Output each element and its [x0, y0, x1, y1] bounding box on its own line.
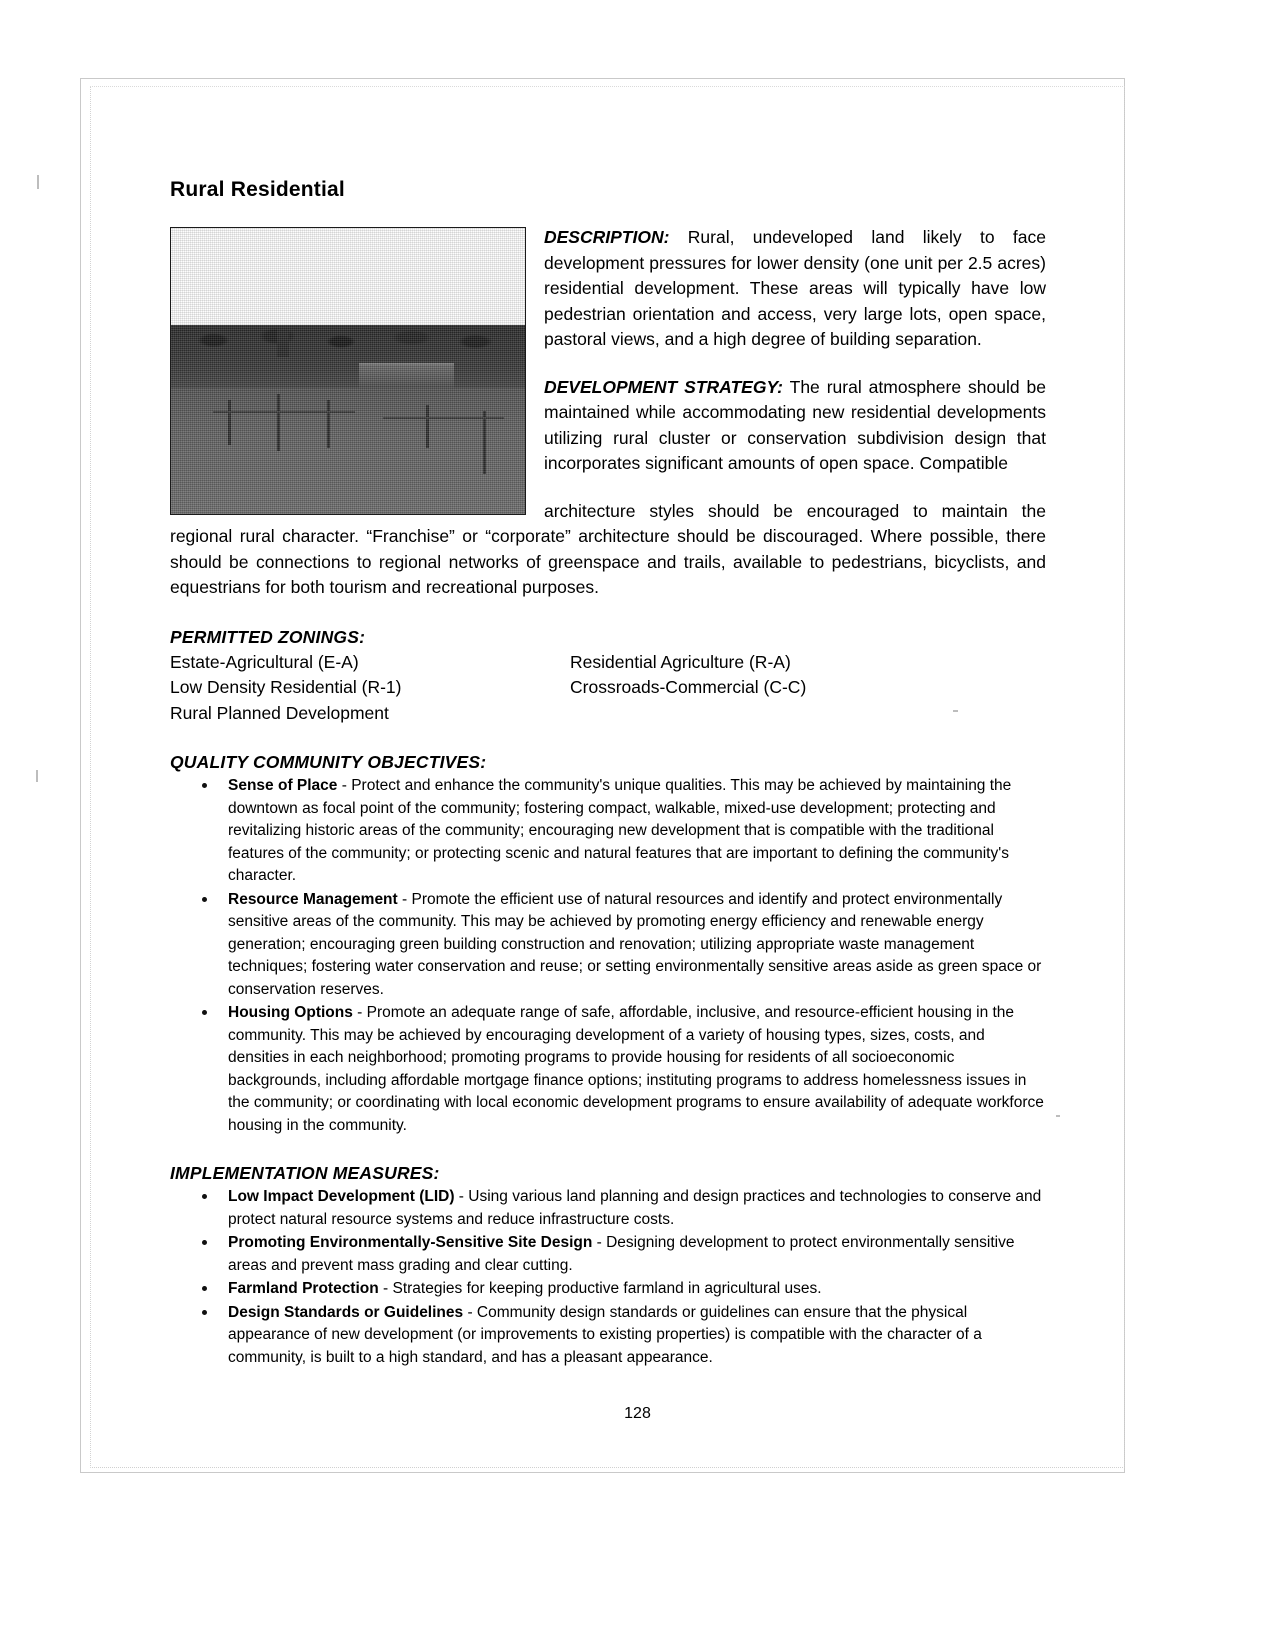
- list-item-term: Design Standards or Guidelines: [228, 1303, 464, 1321]
- list-item-body: - Community design standards or guidelines can ensure that the physical appearance of new development (or improvements to existing properties) is compatible with the character of a community, is built to a high standard, and has a pleasant appearance.: [228, 1303, 982, 1366]
- bullet-icon: [202, 1010, 207, 1015]
- photo-fence-rail: [383, 417, 503, 419]
- description-label: DESCRIPTION:: [544, 227, 670, 248]
- list-item: [170, 1002, 1046, 1137]
- development-strategy-continued: architecture styles should be encouraged to maintain the regional rural character. “Franchise” or “corporate” architecture should be discouraged. Where possible, there should be connections to regional networks of greenspace and trails, available to pedestrians, bicyclists, and equestrians for both tourism and recreational purposes.: [170, 500, 1046, 598]
- list-item-body: - Promote the efficient use of natural resources and identify and protect environmentally sensitive areas of the community. This may be achieved by promoting energy efficiency and renewable energy generation; encouraging green building construction and renovation; utilizing appropriate waste management techniques; fostering water conservation and reuse; or setting environmentally sensitive areas aside as green space or conservation reserves.: [228, 890, 1042, 998]
- photo-field-region: [171, 388, 525, 514]
- list-item: [170, 1302, 1046, 1370]
- list-item: [170, 1232, 1046, 1277]
- rural-landscape-photo: [170, 227, 526, 515]
- list-item: [170, 1186, 1046, 1231]
- photo-treeline-region: [171, 325, 525, 394]
- photo-sky-region: [171, 228, 525, 337]
- photo-fence-post: [277, 394, 280, 451]
- list-item-body: - Promote an adequate range of safe, affordable, inclusive, and resource-efficient housing in the community. This may be achieved by encouraging development of a variety of housing types, sizes, costs, and densities in each neighborhood; promoting programs to provide housing for residents of all socioeconomic backgrounds, including affordable mortgage finance options; instituting programs to address homelessness issues in the community; or coordinating with local economic development programs to ensure availability of adequate workforce housing in the community.: [228, 1004, 1044, 1134]
- photo-silo: [277, 328, 289, 357]
- page-number: 128: [624, 1405, 651, 1422]
- photo-fence-post: [228, 400, 231, 446]
- scan-artifact-speck: [1056, 1115, 1060, 1117]
- bullet-icon: [202, 1194, 207, 1199]
- scan-artifact-speck: [37, 175, 39, 189]
- permitted-zonings-list: [170, 650, 1046, 727]
- bullet-icon: [202, 1310, 207, 1315]
- description-text: Rural, undeveloped land likely to face development pressures for lower density (one unit per 2.5 acres) residential development. These areas will typically have low pedestrian orientation and access, very large lots, open space, pastoral views, and a high degree of building separation.: [544, 227, 1046, 350]
- quality-community-objectives-list: [170, 775, 1046, 1137]
- zoning-item: [570, 701, 1046, 727]
- list-item: [170, 889, 1046, 1002]
- list-item-term: Housing Options: [228, 1004, 353, 1022]
- zoning-item: Rural Planned Development: [170, 702, 389, 723]
- list-item-term: Farmland Protection: [228, 1280, 379, 1298]
- list-item-body: - Designing development to protect environmentally sensitive areas and prevent mass grading and clear cutting.: [228, 1234, 1015, 1274]
- list-item-term: Resource Management: [228, 890, 398, 908]
- list-item-body: - Using various land planning and design practices and technologies to conserve and protect natural resource systems and reduce infrastructure costs.: [228, 1188, 1042, 1228]
- development-strategy-label: DEVELOPMENT STRATEGY:: [544, 376, 783, 397]
- photo-fence-post: [426, 405, 429, 448]
- photo-fence-rail: [213, 411, 355, 413]
- implementation-measures-list: [170, 1186, 1046, 1369]
- zoning-item: Residential Agriculture (R-A): [570, 651, 791, 672]
- quality-community-objectives-heading: QUALITY COMMUNITY OBJECTIVES:: [170, 752, 487, 773]
- list-item-body: - Strategies for keeping productive farmland in agricultural uses.: [378, 1280, 822, 1298]
- bullet-icon: [202, 1286, 207, 1291]
- photo-fence-post: [483, 411, 486, 474]
- implementation-measures-heading: IMPLEMENTATION MEASURES:: [170, 1163, 440, 1184]
- zoning-item: Estate-Agricultural (E-A): [170, 651, 359, 672]
- page-content: [170, 178, 1046, 1370]
- list-item-term: Low Impact Development (LID): [228, 1188, 455, 1206]
- list-item-term: Sense of Place: [228, 777, 338, 795]
- permitted-zonings-heading: PERMITTED ZONINGS:: [170, 626, 366, 647]
- list-item-term: Promoting Environmentally-Sensitive Site Design: [228, 1234, 593, 1252]
- photo-fence-post: [327, 400, 330, 449]
- bullet-icon: [202, 897, 207, 902]
- bullet-icon: [202, 783, 207, 788]
- bullet-icon: [202, 1240, 207, 1245]
- page-title: Rural Residential: [170, 178, 345, 201]
- list-item-body: - Protect and enhance the community's unique qualities. This may be achieved by maintaining the downtown as focal point of the community; fostering compact, walkable, mixed-use development; protecting and revitalizing historic areas of the community; encouraging new development that is compatible with the traditional features of the community; or protecting scenic and natural features that are important to defining the community's character.: [228, 777, 1012, 885]
- zoning-item: Crossroads-Commercial (C-C): [570, 677, 807, 698]
- description-and-strategy-block: [170, 225, 1046, 601]
- development-strategy-text: The rural atmosphere should be maintained while accommodating new residential developments utilizing rural cluster or conservation subdivision design that incorporates significant amounts of open space. Compatible: [544, 376, 1046, 474]
- list-item: [170, 775, 1046, 888]
- scan-artifact-speck: [36, 770, 38, 782]
- list-item: [170, 1278, 1046, 1301]
- zoning-item: Low Density Residential (R-1): [170, 677, 402, 698]
